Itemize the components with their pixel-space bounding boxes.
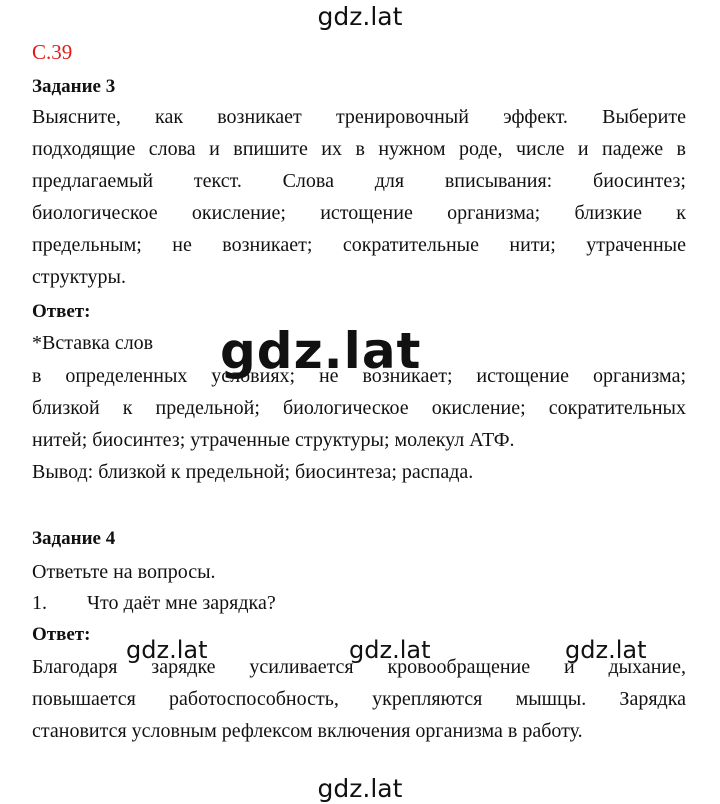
task3-answer-conclusion: Вывод: близкой к предельной; биосинтеза; распада. — [32, 461, 474, 483]
task3-answer-label: Ответ: — [32, 301, 91, 322]
task3-text-line: подходящие слова и впишите их в нужном роде, числе и падеже в — [32, 138, 686, 160]
task4-intro: Ответьте на вопросы. — [32, 561, 216, 583]
watermark-small: gdz.lat — [349, 636, 431, 664]
watermark-bottom: gdz.lat — [317, 774, 403, 803]
watermark-large: gdz.lat — [220, 322, 422, 380]
task3-text-line: предельным; не возникает; сократительные нити; утраченные — [32, 234, 686, 256]
watermark-small: gdz.lat — [126, 636, 208, 664]
task4-answer-label: Ответ: — [32, 624, 91, 645]
task4-heading: Задание 4 — [32, 528, 116, 549]
task3-text-line: биологическое окисление; истощение организма; близкие к — [32, 202, 686, 224]
task4-question-number: 1. — [32, 592, 47, 614]
task4-answer-line: становится условным рефлексом включения организма в работу. — [32, 720, 583, 742]
task4-answer-line: повышается работоспособность, укрепляются мышцы. Зарядка — [32, 688, 686, 710]
task3-text-line: Выясните, как возникает тренировочный эффект. Выберите — [32, 106, 686, 128]
task3-text-line: структуры. — [32, 266, 126, 288]
task3-answer-line: *Вставка слов — [32, 332, 154, 354]
task3-heading: Задание 3 — [32, 76, 116, 97]
task3-answer-line: нитей; биосинтез; утраченные структуры; молекул АТФ. — [32, 429, 515, 451]
page-number: С.39 — [32, 40, 73, 64]
watermark-small: gdz.lat — [565, 636, 647, 664]
task4-answer-line: Благодаря зарядке усиливается кровообращение и дыхание, — [32, 656, 686, 678]
task4-question-text: Что даёт мне зарядка? — [87, 592, 276, 614]
task3-text-line: предлагаемый текст. Слова для вписывания: биосинтез; — [32, 170, 686, 192]
task3-answer-line: близкой к предельной; биологическое окисление; сократительных — [32, 397, 686, 419]
watermark-top: gdz.lat — [317, 2, 403, 31]
task3-answer-line: в определенных условиях; не возникает; истощение организма; — [32, 365, 686, 387]
